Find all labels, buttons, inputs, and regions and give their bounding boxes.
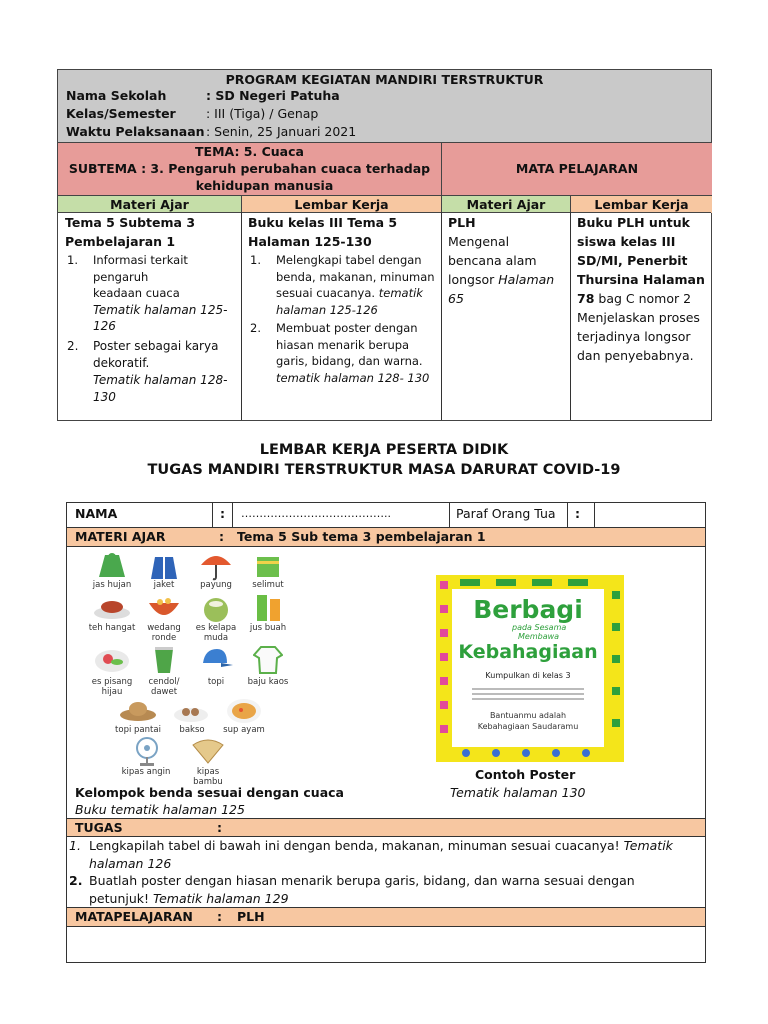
nama-label: NAMA [75,506,118,521]
worksheet-table [66,502,706,963]
item-label: baju kaos [247,677,289,687]
item-label: jus buah [249,623,287,633]
item-text: keadaan cuaca [93,286,180,300]
item-ref: tematik halaman 125-126 [276,286,423,317]
tugas-label: TUGAS [75,820,123,835]
theme-cell [58,142,441,195]
poster-subtitle: Kumpulkan di kelas 3 [485,671,571,680]
item-label: topi [207,677,225,687]
col1-line2: Pembelajaran 1 [65,234,176,249]
coconut-icon [201,593,231,623]
item-text: Membuat poster dengan hiasan menarik berupa garis, bidang, dan warna. [276,321,423,368]
item-label: kipas bambu [193,767,223,787]
weather-items-illustration [85,549,289,787]
tugas-row [67,818,705,837]
col4-normal: bag C nomor 2 Menjelaskan proses terjadinya longsor dan penyebabnya. [577,291,700,363]
item-number: 2. [250,321,261,335]
item-ref: Tematik halaman 125-126 [93,302,228,333]
col-divider [212,503,213,527]
field-nama-sekolah [58,87,711,105]
raincoat-icon [97,551,127,581]
nama-input[interactable]: ………………………………….. [241,507,391,520]
col1-item2 [65,338,237,406]
task-item [67,872,697,907]
right-caption-ref: Tematik halaman 130 [450,785,586,800]
subtema-line2: kehidupan manusia [195,178,334,193]
item-label: jaket [153,580,175,590]
poster-title-4: Kebahagiaan [458,641,598,663]
field-value: : III (Tiga) / Genap [206,106,319,121]
col1-line1: Tema 5 Subtema 3 [65,215,196,230]
bakso-icon [173,701,209,723]
program-title: PROGRAM KEGIATAN MANDIRI TERSTRUKTUR [225,72,544,87]
item-number: 1. [67,253,78,267]
lkpd-title: LEMBAR KERJA PESERTA DIDIK [259,442,509,458]
col-divider [449,503,450,527]
mapel-answer-area[interactable] [67,927,705,961]
electric-fan-icon [133,737,161,767]
materi-label: MATERI AJAR [75,529,166,544]
col2-item2 [248,320,438,386]
col2-content [248,213,438,386]
bamboo-fan-icon [191,739,225,765]
ronde-bowl-icon [147,593,181,621]
paraf-label: Paraf Orang Tua [456,506,556,521]
task-text: Buatlah poster dengan hiasan menarik berupa garis, bidang, dan warna sesuai dengan petunjuk! [89,873,635,906]
task-list [67,837,697,907]
item-label: kipas angin [121,767,171,777]
col-divider [567,503,568,527]
item-label: es pisang hijau [91,677,133,697]
col-header-lembar-1: Lembar Kerja [241,195,441,213]
col-header-lembar-2: Lembar Kerja [570,195,712,213]
mapel-row [67,907,705,927]
task-number: 2. [69,873,83,888]
item-ref: Tematik halaman 128-130 [93,372,228,404]
paraf-field[interactable] [597,503,701,527]
field-kelas-semester [58,105,711,123]
task-ref: Tematik halaman 126 [89,838,673,871]
col2-line2: Halaman 125-130 [248,234,372,249]
cendol-icon [151,645,177,675]
poster-small-print [472,685,584,707]
task-number: 1. [69,838,81,853]
nama-colon: : [220,506,225,521]
beach-hat-icon [119,699,157,723]
col-header-materi-1: Materi Ajar [58,195,241,213]
col4-bold: Buku PLH untuk siswa kelas III SD/MI, Penerbit Thursina Halaman 78 [577,215,705,306]
materi-value: Tema 5 Sub tema 3 pembelajaran 1 [237,529,486,544]
es-pisang-icon [93,647,131,675]
col3-ref: Halaman 65 [448,272,555,306]
item-text: dekoratif. [93,355,150,370]
col-divider [594,503,595,527]
item-text: Melengkapi tabel dengan benda, makanan, minuman sesuai cuacanya. [276,253,435,300]
mata-pelajaran-cell [441,142,712,195]
blanket-icon [253,551,283,581]
item-text: Poster sebagai karya [93,338,219,353]
nama-row [67,503,705,528]
tema-label: TEMA: 5. Cuaca [195,144,304,159]
col3-title: PLH [448,215,476,230]
col-divider [441,212,442,420]
poster-inner [452,589,604,747]
task-ref: Tematik halaman 129 [153,890,289,906]
materi-colon: : [219,529,224,544]
poster-footer-2: Kebahagiaan Saudaramu [477,722,579,731]
item-label: es kelapa muda [195,623,237,643]
col2-line1: Buku kelas III Tema 5 [248,215,398,230]
item-label: wedang ronde [147,623,181,643]
item-number: 2. [67,338,79,353]
chicken-soup-icon [225,697,263,725]
field-label: Nama Sekolah [66,88,167,103]
field-label: Waktu Pelaksanaan [66,124,205,139]
col-divider [232,503,233,527]
poster-title-1: Berbagi [473,595,583,624]
field-value: : SD Negeri Patuha [206,88,340,103]
col4-content [577,213,709,365]
field-label: Kelas/Semester [66,106,176,121]
poster-example [436,575,624,762]
tugas-colon: : [217,820,222,835]
poster-title-2: pada Sesama [512,623,567,632]
item-label: jas hujan [92,580,132,590]
col1-content [65,213,237,406]
col1-item1 [65,252,237,335]
col-divider [241,212,242,420]
mapel-colon: : [217,909,222,924]
program-header [58,70,711,142]
mapel-value: PLH [237,909,265,924]
item-label: teh hangat [88,623,136,633]
jacket-icon [149,551,179,581]
materi-row [67,528,705,547]
umbrella-icon [199,551,233,581]
item-text: Informasi terkait [93,253,188,267]
item-label: payung [200,580,232,590]
item-ref: tematik halaman 128- 130 [276,370,430,385]
item-label: topi pantai [115,725,161,735]
materi-image-area [67,547,705,817]
col2-item1 [248,252,438,318]
item-number: 1. [250,253,261,267]
poster-footer-1: Bantuanmu adalah [489,711,567,720]
paraf-colon: : [575,506,580,521]
col-header-materi-2: Materi Ajar [441,195,570,213]
col-divider [570,212,571,420]
col3-text: Mengenal bencana alam longsor [448,234,537,287]
left-caption-title: Kelompok benda sesuai dengan cuaca [75,785,344,800]
mapel-label: MATAPELAJARAN [75,909,193,924]
task-item [67,837,697,872]
col3-content [448,213,566,308]
cap-icon [199,647,233,673]
item-label: cendol/ dawet [148,677,180,697]
poster-title-3: Membawa [518,632,560,641]
item-text: pengaruh [93,269,149,284]
lkpd-subtitle: TUGAS MANDIRI TERSTRUKTUR MASA DARURAT COVID-19 [147,462,621,478]
tea-cup-icon [93,595,131,621]
left-caption-ref: Buku tematik halaman 125 [75,802,245,817]
program-table [57,69,712,421]
task-text: Lengkapilah tabel di bawah ini dengan benda, makanan, minuman sesuai cuacanya! [89,838,620,853]
field-value: : Senin, 25 Januari 2021 [206,124,357,139]
item-label: sup ayam [223,725,265,735]
mata-pelajaran-label: MATA PELAJARAN [515,161,639,176]
item-label: bakso [179,725,205,735]
juice-icon [253,591,285,623]
subtema-line1: SUBTEMA : 3. Pengaruh perubahan cuaca terhadap [68,161,431,176]
field-waktu [58,123,711,141]
tshirt-icon [253,645,283,675]
right-caption-title: Contoh Poster [475,767,576,782]
item-label: selimut [252,580,284,590]
